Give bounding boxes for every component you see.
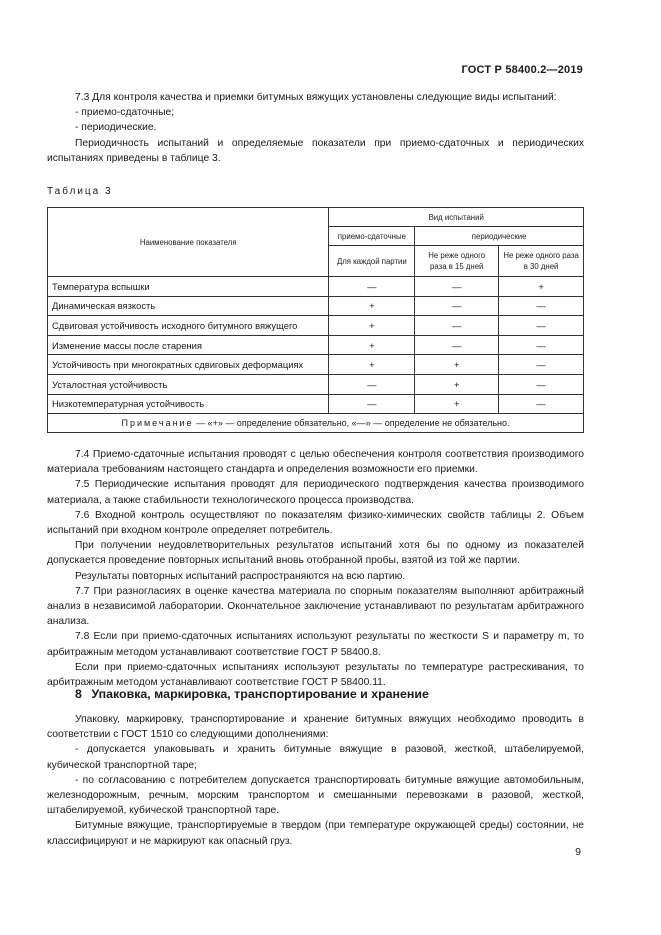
header-every-15-days: Не реже одного раза в 15 дней <box>415 246 499 277</box>
cell-30-days: — <box>499 296 584 316</box>
paragraph-arbitration-crack: Если при приемо-сдаточных испытаниях используют результаты по температуре растрескивания, то арбитражным методом устанавливают соответствие ГОСТ Р 58400.11. <box>47 661 584 689</box>
cell-30-days: — <box>499 355 584 375</box>
section-8-title <box>75 687 429 701</box>
post-table-block <box>47 447 584 690</box>
section-number: 8 <box>75 687 82 701</box>
cell-30-days: — <box>499 374 584 394</box>
paragraph-hazard: Битумные вяжущие, транспортируемые в твердом (при температуре окружающей среды) состоянии, не классифицируют и не маркируют как опасный груз. <box>47 820 584 847</box>
paragraph-packaging: Упаковку, маркировку, транспортирование и хранение битумных вяжущих необходимо проводить в соответствии с ГОСТ 1510 со следующими дополнениями: <box>47 714 584 741</box>
table-row <box>48 277 584 297</box>
paragraph-retest-scope: Результаты повторных испытаний распространяются на всю партию. <box>75 570 406 582</box>
row-name: Сдвиговая устойчивость исходного битумного вяжущего <box>48 316 329 336</box>
cell-15-days: — <box>415 335 499 355</box>
paragraph-periodicity: Периодичность испытаний и определяемые показатели при приемо-сдаточных и периодических испытаниях приведены в таблице 3. <box>47 137 584 164</box>
table-note <box>48 414 584 433</box>
section-title: Упаковка, маркировка, транспортирование и хранение <box>91 687 429 701</box>
table-row <box>48 374 584 394</box>
list-item-acceptance: - приемо-сдаточные; <box>75 107 175 119</box>
paragraph-7-8: 7.8 Если при приемо-сдаточных испытаниях используют результаты по жесткости S и параметру m, то арбитражным методом устанавливают соответствие ГОСТ Р 58400.8. <box>47 631 584 658</box>
header-periodic: периодические <box>415 227 584 246</box>
cell-15-days: — <box>415 316 499 336</box>
intro-block <box>47 90 584 166</box>
paragraph-7-7: 7.7 При разногласиях в оценке качества материала по спорным показателям выполняют арбитражный анализ в независимой лаборатории. Окончательное заключение устанавливают по результатам арбитражного анализа. <box>47 585 584 628</box>
cell-15-days: + <box>415 355 499 375</box>
paragraph-7-4: 7.4 Приемо-сдаточные испытания проводят с целью обеспечения контроля соответствия производимого материала требованиям настоящего стандарта и определения возможности его приемки. <box>47 449 584 476</box>
header-acceptance: приемо-сдаточные <box>329 227 415 246</box>
row-name: Устойчивость при многократных сдвиговых деформациях <box>48 355 329 375</box>
list-item-transport: - по согласованию с потребителем допускается транспортировать битумные вяжущие автомобильным, железнодорожным, речным, морским транспортом и смешанными перевозками в разовой, жесткой, штабелируемой, кубической транспортной таре. <box>47 774 584 817</box>
paragraph-retest: При получении неудовлетворительных результатов испытаний хотя бы по одному из показателей допускается проведение повторных испытаний вновь отобранной пробы, взятой из той же партии. <box>47 540 584 567</box>
cell-batch: + <box>329 296 415 316</box>
list-item-periodic: - периодические. <box>75 122 157 134</box>
row-name: Температура вспышки <box>48 277 329 297</box>
header-every-30-days: Не реже одного раза в 30 дней <box>499 246 584 277</box>
row-name: Низкотемпературная устойчивость <box>48 394 329 414</box>
cell-15-days: — <box>415 277 499 297</box>
table-row <box>48 355 584 375</box>
row-name: Динамическая вязкость <box>48 296 329 316</box>
table-row <box>48 335 584 355</box>
paragraph-7-5: 7.5 Периодические испытания проводят для периодического подтверждения качества производимого материала, а также стабильности технологического процесса производства. <box>47 479 584 506</box>
row-name: Изменение массы после старения <box>48 335 329 355</box>
cell-batch: + <box>329 335 415 355</box>
cell-15-days: + <box>415 374 499 394</box>
row-name: Усталостная устойчивость <box>48 374 329 394</box>
cell-30-days: — <box>499 335 584 355</box>
cell-batch: + <box>329 355 415 375</box>
table-row <box>48 394 584 414</box>
cell-batch: — <box>329 277 415 297</box>
cell-15-days: + <box>415 394 499 414</box>
cell-batch: + <box>329 316 415 336</box>
paragraph-7-6: 7.6 Входной контроль осуществляют по показателям физико-химических свойств таблицы 2. Объем испытаний при входном контроле определяет потребитель. <box>47 509 584 537</box>
table-row <box>48 316 584 336</box>
section-8-block <box>47 712 584 849</box>
cell-30-days: — <box>499 316 584 336</box>
header-each-batch: Для каждой партии <box>329 246 415 277</box>
header-test-type: Вид испытаний <box>329 208 584 227</box>
document-id-header: ГОСТ Р 58400.2—2019 <box>461 64 583 76</box>
cell-batch: — <box>329 374 415 394</box>
note-label: Примечание <box>121 418 194 429</box>
cell-batch: — <box>329 394 415 414</box>
table-caption: Таблица 3 <box>47 186 113 197</box>
list-item-packaging: - допускается упаковывать и хранить битумные вяжущие в разовой, жесткой, штабелируемой, кубической транспортной таре; <box>47 744 584 771</box>
cell-30-days: — <box>499 394 584 414</box>
note-text: — «+» — определение обязательно, «—» — определение не обязательно. <box>196 418 510 429</box>
tests-table <box>47 207 584 433</box>
paragraph-7-3: 7.3 Для контроля качества и приемки битумных вяжущих установлены следующие виды испытаний: <box>75 92 557 103</box>
table-row <box>48 296 584 316</box>
cell-30-days: + <box>499 277 584 297</box>
page-number: 9 <box>575 846 581 858</box>
header-indicator-name: Наименование показателя <box>48 208 329 277</box>
cell-15-days: — <box>415 296 499 316</box>
